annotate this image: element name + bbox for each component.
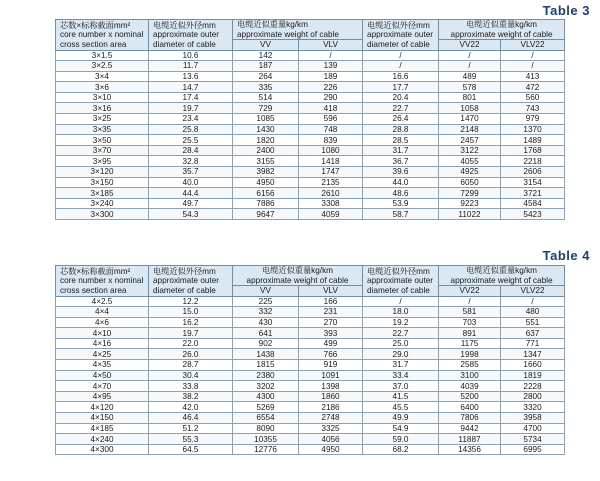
table-row	[56, 434, 565, 445]
outer-diameter-cell: 38.2	[149, 391, 233, 402]
vv22-header: VV22	[439, 286, 501, 297]
core-size-cell: 4×240	[56, 434, 149, 445]
outer-diameter-cell: 40.0	[149, 177, 233, 188]
outer-diameter-cell: 54.3	[149, 209, 233, 220]
vv-weight-cell: 3202	[233, 381, 299, 392]
table-row	[56, 198, 565, 209]
armored-diameter-cell: 45.5	[363, 402, 439, 413]
table-4-title: Table 4	[542, 248, 590, 263]
vlv22-weight-cell: 560	[501, 92, 565, 103]
vv-weight-cell: 3155	[233, 156, 299, 167]
vv-weight-cell: 7886	[233, 198, 299, 209]
armored-diameter-cell: 31.7	[363, 145, 439, 156]
table-row	[56, 413, 565, 424]
outer-diameter-cell: 44.4	[149, 188, 233, 199]
table-row	[56, 124, 565, 135]
outer-diameter-cell: 16.2	[149, 317, 233, 328]
vv-weight-cell: 9647	[233, 209, 299, 220]
table-row	[56, 114, 565, 125]
table-row	[56, 317, 565, 328]
outer-diameter-cell: 11.7	[149, 61, 233, 72]
vv-weight-cell: 729	[233, 103, 299, 114]
vlv-weight-cell: 3325	[299, 423, 363, 434]
outer-diameter-cell: 25.8	[149, 124, 233, 135]
core-size-cell: 3×50	[56, 135, 149, 146]
vv-weight-cell: 1815	[233, 360, 299, 371]
table-row	[56, 177, 565, 188]
core-size-cell: 3×300	[56, 209, 149, 220]
armored-diameter-cell: 28.8	[363, 124, 439, 135]
armored-diameter-cell: 33.4	[363, 370, 439, 381]
vv-weight-cell: 10355	[233, 434, 299, 445]
core-size-cell: 4×150	[56, 413, 149, 424]
vv22-weight-cell: 578	[439, 82, 501, 93]
vv-weight-cell: 6156	[233, 188, 299, 199]
vlv22-weight-cell: 637	[501, 328, 565, 339]
vlv22-header: VLV22	[501, 40, 565, 51]
outer-diameter-cell: 30.4	[149, 370, 233, 381]
vv22-weight-cell: 3100	[439, 370, 501, 381]
table-row	[56, 145, 565, 156]
vlv-weight-cell: 748	[299, 124, 363, 135]
vlv-weight-cell: 4950	[299, 444, 363, 455]
vlv-weight-cell: 3308	[299, 198, 363, 209]
core-size-cell: 3×185	[56, 188, 149, 199]
table-row	[56, 444, 565, 455]
vv22-weight-cell: 9223	[439, 198, 501, 209]
table-row	[56, 338, 565, 349]
core-size-cell: 3×35	[56, 124, 149, 135]
table-row	[56, 61, 565, 72]
vlv22-weight-cell: 551	[501, 317, 565, 328]
core-size-cell: 4×95	[56, 391, 149, 402]
vlv22-weight-cell: 3154	[501, 177, 565, 188]
armored-diameter-cell: 22.7	[363, 328, 439, 339]
vlv-weight-cell: 499	[299, 338, 363, 349]
outer-diameter-cell: 28.4	[149, 145, 233, 156]
vv22-weight-cell: /	[439, 296, 501, 307]
vlv-weight-cell: /	[299, 50, 363, 61]
armored-diameter-cell: 22.7	[363, 103, 439, 114]
vv22-weight-cell: /	[439, 61, 501, 72]
core-size-cell: 4×120	[56, 402, 149, 413]
core-size-cell: 4×16	[56, 338, 149, 349]
vlv22-weight-cell: 480	[501, 307, 565, 318]
core-size-cell: 3×25	[56, 114, 149, 125]
vlv-weight-cell: 1398	[299, 381, 363, 392]
core-size-cell: 4×10	[56, 328, 149, 339]
vv22-weight-cell: 2585	[439, 360, 501, 371]
armored-diameter-cell: 37.0	[363, 381, 439, 392]
core-size-cell: 3×10	[56, 92, 149, 103]
vv-weight-cell: 1820	[233, 135, 299, 146]
vlv-weight-cell: 2135	[299, 177, 363, 188]
armored-diameter-cell: 41.5	[363, 391, 439, 402]
table-row	[56, 402, 565, 413]
armored-diameter-cell: 25.0	[363, 338, 439, 349]
vv-weight-cell: 225	[233, 296, 299, 307]
table-4	[55, 265, 565, 455]
vv22-weight-cell: 6050	[439, 177, 501, 188]
vv-header: VV	[233, 286, 299, 297]
armored-diameter-cell: 68.2	[363, 444, 439, 455]
vlv-header: VLV	[299, 286, 363, 297]
armored-diameter-cell: 54.9	[363, 423, 439, 434]
vlv22-weight-cell: 771	[501, 338, 565, 349]
vlv-weight-cell: 189	[299, 71, 363, 82]
armored-diameter-cell: 49.9	[363, 413, 439, 424]
table-row	[56, 209, 565, 220]
core-size-cell: 4×185	[56, 423, 149, 434]
vlv22-weight-cell: 6995	[501, 444, 565, 455]
armored-diameter-cell: 16.6	[363, 71, 439, 82]
vv22-weight-cell: /	[439, 50, 501, 61]
outer-diameter-cell: 25.5	[149, 135, 233, 146]
vv-weight-cell: 430	[233, 317, 299, 328]
vv-weight-cell: 6554	[233, 413, 299, 424]
outer-diameter-cell: 23.4	[149, 114, 233, 125]
core-size-cell: 3×120	[56, 167, 149, 178]
armored-diameter-cell: 17.7	[363, 82, 439, 93]
vlv22-weight-cell: 1768	[501, 145, 565, 156]
core-size-cell: 4×35	[56, 360, 149, 371]
core-size-header: 芯数×标称截面mm² core number x nominal cross section area	[56, 266, 149, 297]
vv22-weight-cell: 1058	[439, 103, 501, 114]
core-size-cell: 3×4	[56, 71, 149, 82]
vlv-weight-cell: 596	[299, 114, 363, 125]
core-size-cell: 3×2.5	[56, 61, 149, 72]
weight-header: 电缆近似重量kg/km approximate weight of cable	[233, 266, 363, 286]
vlv22-weight-cell: 3320	[501, 402, 565, 413]
vlv-weight-cell: 2610	[299, 188, 363, 199]
vlv22-weight-cell: 979	[501, 114, 565, 125]
table-3-title: Table 3	[542, 3, 590, 18]
vlv-weight-cell: 766	[299, 349, 363, 360]
vlv-weight-cell: 4056	[299, 434, 363, 445]
core-size-cell: 3×6	[56, 82, 149, 93]
vv22-weight-cell: 7806	[439, 413, 501, 424]
vv22-weight-cell: 801	[439, 92, 501, 103]
armored-diameter-cell: 28.5	[363, 135, 439, 146]
armored-diameter-cell: 18.0	[363, 307, 439, 318]
outer-diameter-cell: 32.8	[149, 156, 233, 167]
vlv-header: VLV	[299, 40, 363, 51]
armored-diameter-cell: /	[363, 296, 439, 307]
outer-diameter-cell: 46.4	[149, 413, 233, 424]
vv-weight-cell: 514	[233, 92, 299, 103]
outer-diameter-cell: 15.0	[149, 307, 233, 318]
outer-diameter-cell: 19.7	[149, 103, 233, 114]
vv-weight-cell: 142	[233, 50, 299, 61]
vlv22-weight-cell: 5423	[501, 209, 565, 220]
weight-header: 电缆近似重量kg/km approximate weight of cable	[233, 20, 363, 40]
vv22-header: VV22	[439, 40, 501, 51]
vv22-weight-cell: 703	[439, 317, 501, 328]
vlv22-weight-cell: /	[501, 50, 565, 61]
outer-diameter-cell: 55.3	[149, 434, 233, 445]
vlv-weight-cell: 1747	[299, 167, 363, 178]
vv22-weight-cell: 4055	[439, 156, 501, 167]
vlv22-weight-cell: /	[501, 296, 565, 307]
vv22-weight-cell: 7299	[439, 188, 501, 199]
outer-diameter-cell: 49.7	[149, 198, 233, 209]
vlv22-weight-cell: 2228	[501, 381, 565, 392]
vv-weight-cell: 264	[233, 71, 299, 82]
table-row	[56, 296, 565, 307]
vlv-weight-cell: 393	[299, 328, 363, 339]
vlv-weight-cell: 1080	[299, 145, 363, 156]
vlv22-weight-cell: 413	[501, 71, 565, 82]
armored-diameter-cell: 36.7	[363, 156, 439, 167]
armored-diameter-cell: 29.0	[363, 349, 439, 360]
vv-weight-cell: 1430	[233, 124, 299, 135]
vv22-weight-cell: 1470	[439, 114, 501, 125]
armored-diameter-cell: 44.0	[363, 177, 439, 188]
core-size-cell: 4×4	[56, 307, 149, 318]
vlv-weight-cell: 2748	[299, 413, 363, 424]
vv-weight-cell: 641	[233, 328, 299, 339]
outer-diameter-cell: 64.5	[149, 444, 233, 455]
core-size-cell: 4×2.5	[56, 296, 149, 307]
vv-weight-cell: 335	[233, 82, 299, 93]
vlv-weight-cell: 166	[299, 296, 363, 307]
vlv22-weight-cell: 4700	[501, 423, 565, 434]
table-row	[56, 82, 565, 93]
vv-weight-cell: 3982	[233, 167, 299, 178]
vv-weight-cell: 5269	[233, 402, 299, 413]
core-size-cell: 4×50	[56, 370, 149, 381]
armored-diameter-cell: 20.4	[363, 92, 439, 103]
vv22-weight-cell: 3122	[439, 145, 501, 156]
vv22-weight-cell: 891	[439, 328, 501, 339]
outer-diameter-cell: 22.0	[149, 338, 233, 349]
vv-weight-cell: 1438	[233, 349, 299, 360]
armored-diameter-cell: 39.6	[363, 167, 439, 178]
outer-diameter-cell: 10.6	[149, 50, 233, 61]
vlv22-weight-cell: 1660	[501, 360, 565, 371]
vv22-weight-cell: 11887	[439, 434, 501, 445]
outer-diameter-header: 电缆近似外径mm approximate outer diameter of cable	[149, 20, 233, 51]
table-row	[56, 391, 565, 402]
vv22-weight-cell: 1175	[439, 338, 501, 349]
table-row	[56, 92, 565, 103]
vv22-weight-cell: 11022	[439, 209, 501, 220]
table-row	[56, 71, 565, 82]
vv-weight-cell: 12776	[233, 444, 299, 455]
vlv-weight-cell: 4059	[299, 209, 363, 220]
outer-diameter-cell: 28.7	[149, 360, 233, 371]
vlv22-weight-cell: /	[501, 61, 565, 72]
armored-diameter-header: 电缆近似外径mm approximate outer diameter of cable	[363, 20, 439, 51]
vlv-weight-cell: 290	[299, 92, 363, 103]
vv-weight-cell: 4950	[233, 177, 299, 188]
vv22-weight-cell: 9442	[439, 423, 501, 434]
vv-weight-cell: 2380	[233, 370, 299, 381]
vlv22-weight-cell: 2218	[501, 156, 565, 167]
vv-weight-cell: 8090	[233, 423, 299, 434]
armored-diameter-cell: 26.4	[363, 114, 439, 125]
table-row	[56, 328, 565, 339]
core-size-cell: 3×150	[56, 177, 149, 188]
vv22-weight-cell: 5200	[439, 391, 501, 402]
vv-weight-cell: 332	[233, 307, 299, 318]
table-3	[55, 19, 565, 220]
vlv-weight-cell: 919	[299, 360, 363, 371]
table-row	[56, 156, 565, 167]
vv22-weight-cell: 4925	[439, 167, 501, 178]
vv22-weight-cell: 2457	[439, 135, 501, 146]
vlv-weight-cell: 226	[299, 82, 363, 93]
outer-diameter-cell: 17.4	[149, 92, 233, 103]
outer-diameter-cell: 26.0	[149, 349, 233, 360]
vv22-weight-cell: 489	[439, 71, 501, 82]
vlv22-weight-cell: 743	[501, 103, 565, 114]
core-size-cell: 4×70	[56, 381, 149, 392]
vlv22-weight-cell: 2800	[501, 391, 565, 402]
core-size-cell: 4×25	[56, 349, 149, 360]
table-row	[56, 423, 565, 434]
vv22-weight-cell: 2148	[439, 124, 501, 135]
core-size-cell: 3×240	[56, 198, 149, 209]
vlv22-weight-cell: 5734	[501, 434, 565, 445]
outer-diameter-cell: 13.6	[149, 71, 233, 82]
table-row	[56, 381, 565, 392]
vlv22-weight-cell: 4584	[501, 198, 565, 209]
armored-diameter-cell: /	[363, 50, 439, 61]
armored-diameter-cell: /	[363, 61, 439, 72]
vlv22-weight-cell: 1819	[501, 370, 565, 381]
vv-weight-cell: 187	[233, 61, 299, 72]
vv-weight-cell: 4300	[233, 391, 299, 402]
vlv-weight-cell: 270	[299, 317, 363, 328]
outer-diameter-cell: 12.2	[149, 296, 233, 307]
vlv22-weight-cell: 1347	[501, 349, 565, 360]
vv-header: VV	[233, 40, 299, 51]
outer-diameter-cell: 35.7	[149, 167, 233, 178]
armored-diameter-cell: 53.9	[363, 198, 439, 209]
vlv22-weight-cell: 1489	[501, 135, 565, 146]
vlv-weight-cell: 418	[299, 103, 363, 114]
outer-diameter-cell: 33.8	[149, 381, 233, 392]
vlv22-weight-cell: 472	[501, 82, 565, 93]
vlv22-header: VLV22	[501, 286, 565, 297]
core-size-cell: 4×6	[56, 317, 149, 328]
outer-diameter-cell: 51.2	[149, 423, 233, 434]
vv22-weight-cell: 14356	[439, 444, 501, 455]
vlv-weight-cell: 839	[299, 135, 363, 146]
core-size-cell: 3×70	[56, 145, 149, 156]
vlv-weight-cell: 1860	[299, 391, 363, 402]
vv-weight-cell: 902	[233, 338, 299, 349]
table-row	[56, 167, 565, 178]
vlv22-weight-cell: 3958	[501, 413, 565, 424]
vlv-weight-cell: 2186	[299, 402, 363, 413]
vv22-weight-cell: 1998	[439, 349, 501, 360]
vv22-weight-cell: 6400	[439, 402, 501, 413]
armored-diameter-cell: 59.0	[363, 434, 439, 445]
armored-weight-header: 电缆近似重量kg/km approximate weight of cable	[439, 20, 565, 40]
vv-weight-cell: 2400	[233, 145, 299, 156]
vv-weight-cell: 1085	[233, 114, 299, 125]
table-row	[56, 349, 565, 360]
vlv22-weight-cell: 2606	[501, 167, 565, 178]
vv22-weight-cell: 4039	[439, 381, 501, 392]
core-size-header: 芯数×标称截面mm² core number x nominal cross section area	[56, 20, 149, 51]
vlv22-weight-cell: 1370	[501, 124, 565, 135]
core-size-cell: 4×300	[56, 444, 149, 455]
armored-diameter-cell: 19.2	[363, 317, 439, 328]
vlv-weight-cell: 1091	[299, 370, 363, 381]
outer-diameter-header: 电缆近似外径mm approximate outer diameter of cable	[149, 266, 233, 297]
vlv-weight-cell: 231	[299, 307, 363, 318]
table-row	[56, 135, 565, 146]
vlv22-weight-cell: 3721	[501, 188, 565, 199]
outer-diameter-cell: 14.7	[149, 82, 233, 93]
table-row	[56, 50, 565, 61]
vlv-weight-cell: 1418	[299, 156, 363, 167]
armored-weight-header: 电缆近似重量kg/km approximate weight of cable	[439, 266, 565, 286]
outer-diameter-cell: 42.0	[149, 402, 233, 413]
vv22-weight-cell: 581	[439, 307, 501, 318]
core-size-cell: 3×16	[56, 103, 149, 114]
table-row	[56, 370, 565, 381]
armored-diameter-cell: 58.7	[363, 209, 439, 220]
table-row	[56, 360, 565, 371]
armored-diameter-header: 电缆近似外径mm approximate outer diameter of cable	[363, 266, 439, 297]
outer-diameter-cell: 19.7	[149, 328, 233, 339]
armored-diameter-cell: 31.7	[363, 360, 439, 371]
core-size-cell: 3×95	[56, 156, 149, 167]
table-row	[56, 103, 565, 114]
table-row	[56, 188, 565, 199]
table-row	[56, 307, 565, 318]
armored-diameter-cell: 48.6	[363, 188, 439, 199]
core-size-cell: 3×1.5	[56, 50, 149, 61]
vlv-weight-cell: 139	[299, 61, 363, 72]
